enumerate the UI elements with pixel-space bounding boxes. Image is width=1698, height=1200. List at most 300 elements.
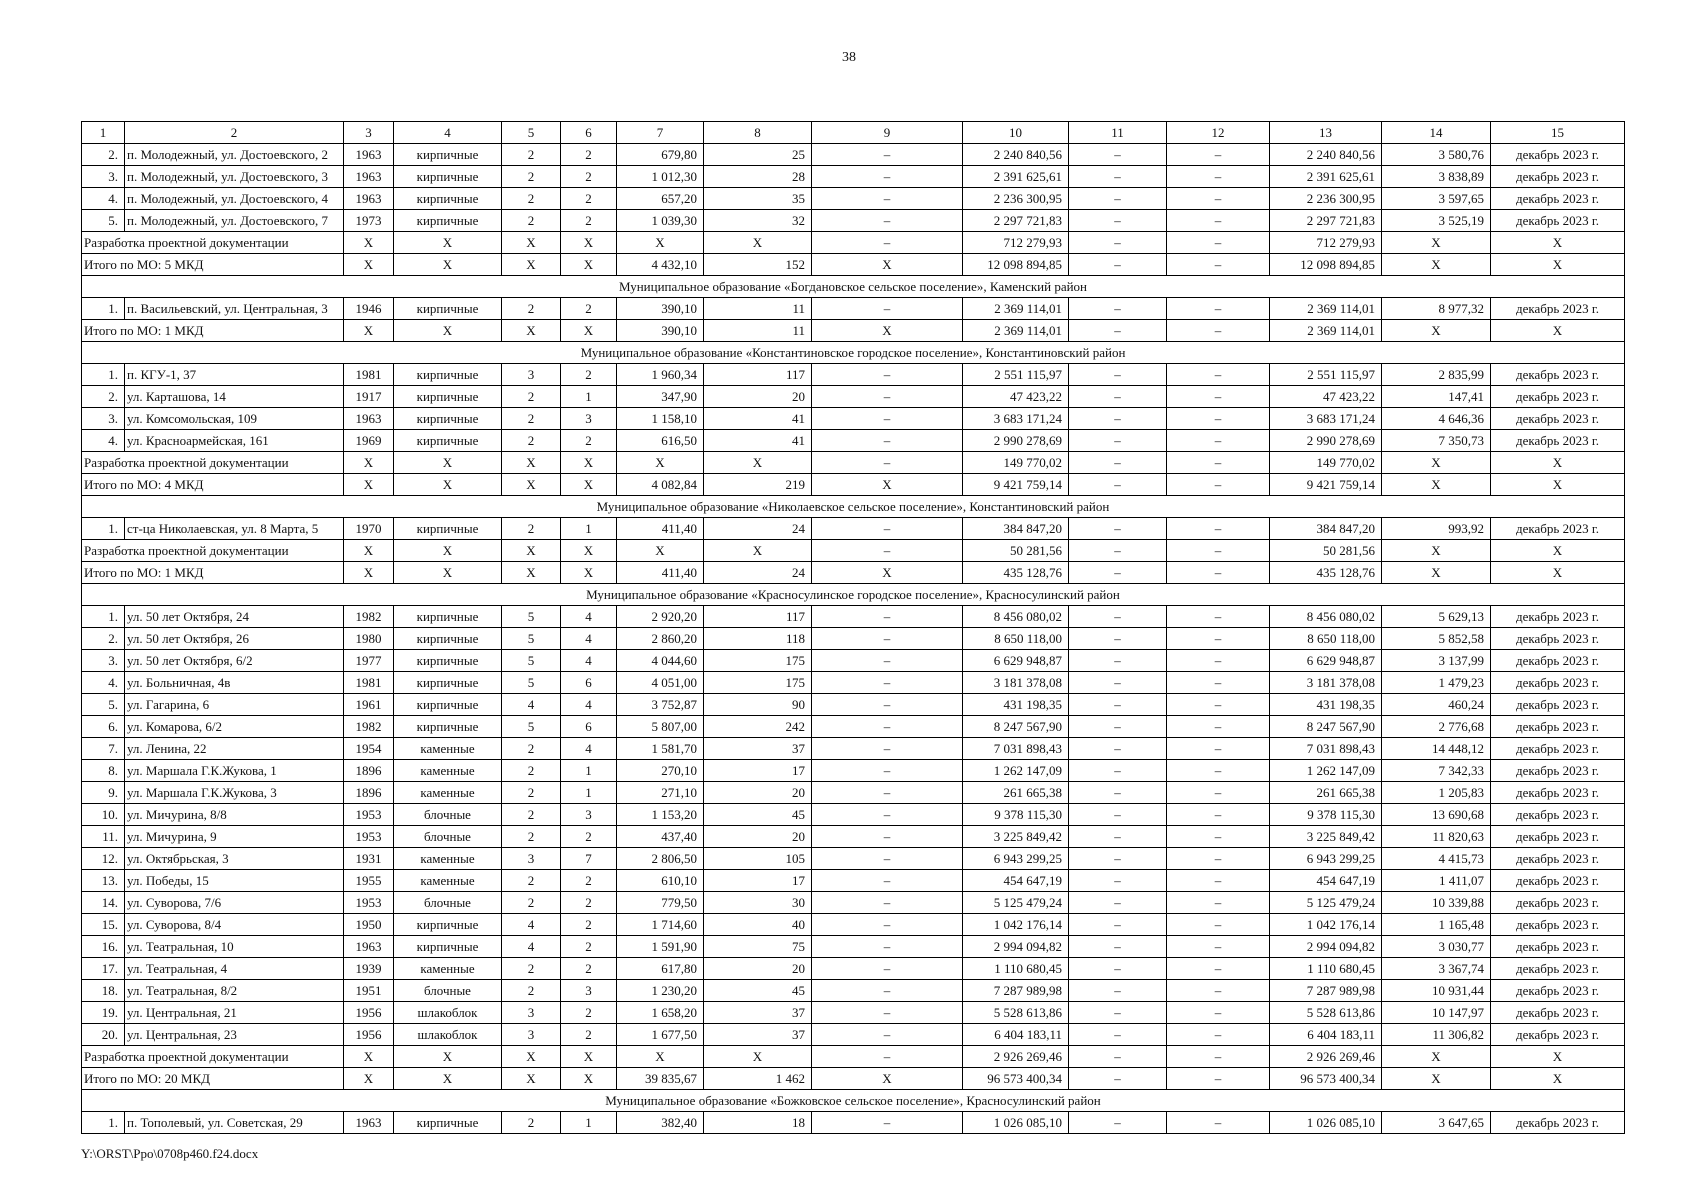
table-cell: 2 bbox=[502, 870, 561, 892]
table-cell: 11 bbox=[704, 298, 812, 320]
table-row bbox=[82, 716, 1625, 738]
table-cell: 2 551 115,97 bbox=[963, 364, 1069, 386]
table-cell: 2 926 269,46 bbox=[963, 1046, 1069, 1068]
table-cell: – bbox=[812, 540, 963, 562]
table-cell: Х bbox=[1382, 474, 1491, 496]
row-index: 14. bbox=[82, 892, 125, 914]
table-cell: 105 bbox=[704, 848, 812, 870]
table-cell: – bbox=[1069, 760, 1167, 782]
table-cell: 1953 bbox=[344, 826, 394, 848]
table-cell: 1 714,60 bbox=[617, 914, 704, 936]
column-number-header: 9 bbox=[812, 122, 963, 144]
table-row bbox=[82, 1024, 1625, 1046]
table-cell: 20 bbox=[704, 958, 812, 980]
table-cell: Х bbox=[502, 232, 561, 254]
table-cell: 1 110 680,45 bbox=[963, 958, 1069, 980]
summary-label: Разработка проектной документации bbox=[82, 452, 344, 474]
table-row bbox=[82, 804, 1625, 826]
summary-row bbox=[82, 452, 1625, 474]
table-cell: 6 629 948,87 bbox=[1270, 650, 1382, 672]
table-cell: Х bbox=[502, 474, 561, 496]
table-cell: 2 926 269,46 bbox=[1270, 1046, 1382, 1068]
table-cell: 37 bbox=[704, 1002, 812, 1024]
table-row bbox=[82, 1002, 1625, 1024]
row-index: 18. bbox=[82, 980, 125, 1002]
address-cell: п. Тополевый, ул. Советская, 29 bbox=[125, 1112, 344, 1134]
table-cell: – bbox=[1069, 144, 1167, 166]
table-cell: 1963 bbox=[344, 144, 394, 166]
row-index: 7. bbox=[82, 738, 125, 760]
table-cell: кирпичные bbox=[394, 936, 502, 958]
table-cell: 437,40 bbox=[617, 826, 704, 848]
table-cell: – bbox=[1167, 826, 1270, 848]
table-cell: 7 bbox=[561, 848, 617, 870]
summary-row bbox=[82, 1046, 1625, 1068]
table-cell: 1 bbox=[561, 386, 617, 408]
table-cell: 1981 bbox=[344, 364, 394, 386]
row-index: 19. bbox=[82, 1002, 125, 1024]
table-cell: – bbox=[1167, 474, 1270, 496]
address-cell: ул. Центральная, 21 bbox=[125, 1002, 344, 1024]
table-cell: 3 181 378,08 bbox=[963, 672, 1069, 694]
summary-label: Итого по МО: 1 МКД bbox=[82, 562, 344, 584]
table-cell: Х bbox=[704, 452, 812, 474]
table-cell: декабрь 2023 г. bbox=[1491, 936, 1625, 958]
table-cell: 47 423,22 bbox=[963, 386, 1069, 408]
row-index: 4. bbox=[82, 430, 125, 452]
table-cell: 1 bbox=[561, 782, 617, 804]
table-cell: 712 279,93 bbox=[963, 232, 1069, 254]
table-cell: 2 bbox=[561, 144, 617, 166]
table-cell: 2 bbox=[561, 298, 617, 320]
column-number-header: 10 bbox=[963, 122, 1069, 144]
row-index: 13. bbox=[82, 870, 125, 892]
table-cell: 1946 bbox=[344, 298, 394, 320]
column-number-header: 3 bbox=[344, 122, 394, 144]
table-cell: 242 bbox=[704, 716, 812, 738]
table-cell: 50 281,56 bbox=[963, 540, 1069, 562]
table-cell: 4 bbox=[561, 606, 617, 628]
table-cell: 3 225 849,42 bbox=[1270, 826, 1382, 848]
table-cell: Х bbox=[394, 320, 502, 342]
table-cell: – bbox=[1167, 232, 1270, 254]
table-cell: 10 147,97 bbox=[1382, 1002, 1491, 1024]
table-cell: 1 110 680,45 bbox=[1270, 958, 1382, 980]
table-cell: – bbox=[812, 430, 963, 452]
table-cell: 12 098 894,85 bbox=[963, 254, 1069, 276]
table-cell: 712 279,93 bbox=[1270, 232, 1382, 254]
table-cell: 3 647,65 bbox=[1382, 1112, 1491, 1134]
table-cell: 2 bbox=[561, 870, 617, 892]
table-cell: Х bbox=[394, 254, 502, 276]
table-cell: 8 650 118,00 bbox=[963, 628, 1069, 650]
table-cell: 6 629 948,87 bbox=[963, 650, 1069, 672]
row-index: 6. bbox=[82, 716, 125, 738]
table-cell: – bbox=[1069, 518, 1167, 540]
table-cell: – bbox=[812, 914, 963, 936]
table-cell: 616,50 bbox=[617, 430, 704, 452]
table-cell: Х bbox=[561, 320, 617, 342]
table-cell: – bbox=[812, 364, 963, 386]
table-cell: декабрь 2023 г. bbox=[1491, 518, 1625, 540]
address-cell: ул. Карташова, 14 bbox=[125, 386, 344, 408]
table-row bbox=[82, 672, 1625, 694]
table-cell: декабрь 2023 г. bbox=[1491, 672, 1625, 694]
table-cell: 382,40 bbox=[617, 1112, 704, 1134]
table-cell: декабрь 2023 г. bbox=[1491, 760, 1625, 782]
table-cell: – bbox=[1167, 1112, 1270, 1134]
table-cell: Х bbox=[561, 1068, 617, 1090]
table-cell: 175 bbox=[704, 650, 812, 672]
table-cell: 7 342,33 bbox=[1382, 760, 1491, 782]
table-cell: – bbox=[1069, 1002, 1167, 1024]
table-cell: – bbox=[812, 628, 963, 650]
table-cell: 4 646,36 bbox=[1382, 408, 1491, 430]
table-cell: 6 943 299,25 bbox=[1270, 848, 1382, 870]
address-cell: ул. Гагарина, 6 bbox=[125, 694, 344, 716]
table-cell: декабрь 2023 г. bbox=[1491, 892, 1625, 914]
table-cell: 1 960,34 bbox=[617, 364, 704, 386]
table-cell: – bbox=[1069, 716, 1167, 738]
address-cell: ул. Комсомольская, 109 bbox=[125, 408, 344, 430]
table-cell: 10 931,44 bbox=[1382, 980, 1491, 1002]
table-cell: 3 367,74 bbox=[1382, 958, 1491, 980]
table-row bbox=[82, 694, 1625, 716]
section-header-row bbox=[82, 496, 1625, 518]
header-row bbox=[82, 122, 1625, 144]
table-cell: 2 990 278,69 bbox=[963, 430, 1069, 452]
table-cell: 1981 bbox=[344, 672, 394, 694]
summary-row bbox=[82, 474, 1625, 496]
table-cell: Х bbox=[344, 562, 394, 584]
table-cell: шлакоблок bbox=[394, 1024, 502, 1046]
address-cell: ул. Ленина, 22 bbox=[125, 738, 344, 760]
table-cell: – bbox=[812, 672, 963, 694]
table-cell: 1896 bbox=[344, 782, 394, 804]
address-cell: ул. 50 лет Октября, 24 bbox=[125, 606, 344, 628]
table-cell: декабрь 2023 г. bbox=[1491, 716, 1625, 738]
table-cell: Х bbox=[704, 232, 812, 254]
table-row bbox=[82, 166, 1625, 188]
table-cell: 175 bbox=[704, 672, 812, 694]
table-cell: – bbox=[812, 694, 963, 716]
row-index: 5. bbox=[82, 210, 125, 232]
table-cell: – bbox=[1167, 738, 1270, 760]
column-number-header: 11 bbox=[1069, 122, 1167, 144]
table-cell: 90 bbox=[704, 694, 812, 716]
table-cell: 1917 bbox=[344, 386, 394, 408]
table-cell: Х bbox=[812, 1068, 963, 1090]
table-cell: 2 bbox=[502, 760, 561, 782]
table-row bbox=[82, 408, 1625, 430]
table-cell: 75 bbox=[704, 936, 812, 958]
table-cell: 3 597,65 bbox=[1382, 188, 1491, 210]
table-cell: Х bbox=[344, 1068, 394, 1090]
table-cell: – bbox=[1167, 254, 1270, 276]
table-cell: декабрь 2023 г. bbox=[1491, 144, 1625, 166]
table-cell: 2 994 094,82 bbox=[963, 936, 1069, 958]
table-cell: 2 bbox=[502, 518, 561, 540]
summary-label: Итого по МО: 20 МКД bbox=[82, 1068, 344, 1090]
table-cell: 3 030,77 bbox=[1382, 936, 1491, 958]
table-row bbox=[82, 870, 1625, 892]
table-cell: 24 bbox=[704, 518, 812, 540]
table-cell: Х bbox=[1382, 1046, 1491, 1068]
table-cell: 384 847,20 bbox=[1270, 518, 1382, 540]
table-cell: 8 977,32 bbox=[1382, 298, 1491, 320]
table-cell: – bbox=[1069, 1046, 1167, 1068]
table-cell: – bbox=[1167, 782, 1270, 804]
row-index: 5. bbox=[82, 694, 125, 716]
table-cell: – bbox=[1069, 540, 1167, 562]
table-row bbox=[82, 1112, 1625, 1134]
table-cell: 3 137,99 bbox=[1382, 650, 1491, 672]
table-cell: – bbox=[1069, 562, 1167, 584]
table-cell: Х bbox=[617, 540, 704, 562]
table-cell: 3 bbox=[502, 364, 561, 386]
table-cell: – bbox=[812, 958, 963, 980]
address-cell: ул. Красноармейская, 161 bbox=[125, 430, 344, 452]
table-cell: Х bbox=[704, 1046, 812, 1068]
table-cell: Х bbox=[394, 562, 502, 584]
table-cell: – bbox=[812, 848, 963, 870]
address-cell: ул. 50 лет Октября, 26 bbox=[125, 628, 344, 650]
table-cell: 390,10 bbox=[617, 320, 704, 342]
table-cell: 1 230,20 bbox=[617, 980, 704, 1002]
table-cell: 2 236 300,95 bbox=[963, 188, 1069, 210]
table-cell: Х bbox=[1491, 540, 1625, 562]
table-cell: 2 bbox=[502, 188, 561, 210]
table-cell: 2 bbox=[561, 914, 617, 936]
table-cell: 35 bbox=[704, 188, 812, 210]
footer-file-path: Y:\ORST\Ppo\0708p460.f24.docx bbox=[81, 1146, 259, 1161]
table-cell: 6 404 183,11 bbox=[963, 1024, 1069, 1046]
table-cell: – bbox=[1069, 782, 1167, 804]
table-cell: 10 339,88 bbox=[1382, 892, 1491, 914]
row-index: 16. bbox=[82, 936, 125, 958]
table-cell: 1953 bbox=[344, 804, 394, 826]
table-cell: 2 369 114,01 bbox=[963, 320, 1069, 342]
row-index: 2. bbox=[82, 144, 125, 166]
address-cell: п. Васильевский, ул. Центральная, 3 bbox=[125, 298, 344, 320]
table-cell: – bbox=[1167, 936, 1270, 958]
table-cell: – bbox=[1069, 870, 1167, 892]
table-cell: 2 236 300,95 bbox=[1270, 188, 1382, 210]
table-cell: 37 bbox=[704, 738, 812, 760]
table-cell: 8 650 118,00 bbox=[1270, 628, 1382, 650]
table-cell: 1963 bbox=[344, 408, 394, 430]
row-index: 12. bbox=[82, 848, 125, 870]
table-cell: Х bbox=[394, 232, 502, 254]
summary-row bbox=[82, 232, 1625, 254]
row-index: 20. bbox=[82, 1024, 125, 1046]
table-cell: – bbox=[1069, 936, 1167, 958]
table-cell: кирпичные bbox=[394, 430, 502, 452]
table-cell: – bbox=[812, 1112, 963, 1134]
address-cell: ул. 50 лет Октября, 6/2 bbox=[125, 650, 344, 672]
row-index: 4. bbox=[82, 672, 125, 694]
section-header-row bbox=[82, 276, 1625, 298]
summary-label: Итого по МО: 1 МКД bbox=[82, 320, 344, 342]
row-index: 2. bbox=[82, 628, 125, 650]
table-row bbox=[82, 628, 1625, 650]
table-cell: – bbox=[1069, 1112, 1167, 1134]
table-cell: 3 525,19 bbox=[1382, 210, 1491, 232]
table-cell: 1 677,50 bbox=[617, 1024, 704, 1046]
table-row bbox=[82, 914, 1625, 936]
table-row bbox=[82, 738, 1625, 760]
table-cell: 2 bbox=[502, 1112, 561, 1134]
summary-label: Итого по МО: 5 МКД bbox=[82, 254, 344, 276]
row-index: 9. bbox=[82, 782, 125, 804]
section-header-row bbox=[82, 342, 1625, 364]
table-cell: декабрь 2023 г. bbox=[1491, 364, 1625, 386]
table-cell: – bbox=[812, 1024, 963, 1046]
table-cell: 2 369 114,01 bbox=[1270, 320, 1382, 342]
row-index: 1. bbox=[82, 298, 125, 320]
address-cell: п. Молодежный, ул. Достоевского, 4 bbox=[125, 188, 344, 210]
table-cell: декабрь 2023 г. bbox=[1491, 826, 1625, 848]
municipality-title: Муниципальное образование «Константиновское городское поселение», Константиновский район bbox=[82, 342, 1625, 364]
table-cell: 460,24 bbox=[1382, 694, 1491, 716]
table-cell: 2 551 115,97 bbox=[1270, 364, 1382, 386]
table-cell: кирпичные bbox=[394, 606, 502, 628]
table-cell: 1 042 176,14 bbox=[1270, 914, 1382, 936]
table-cell: 1 205,83 bbox=[1382, 782, 1491, 804]
table-cell: Х bbox=[1491, 452, 1625, 474]
table-cell: 4 432,10 bbox=[617, 254, 704, 276]
table-cell: 28 bbox=[704, 166, 812, 188]
table-cell: – bbox=[1069, 474, 1167, 496]
row-index: 3. bbox=[82, 650, 125, 672]
table-cell: 1 658,20 bbox=[617, 1002, 704, 1024]
municipality-title: Муниципальное образование «Богдановское сельское поселение», Каменский район bbox=[82, 276, 1625, 298]
table-cell: 2 990 278,69 bbox=[1270, 430, 1382, 452]
table-cell: декабрь 2023 г. bbox=[1491, 782, 1625, 804]
table-cell: 3 580,76 bbox=[1382, 144, 1491, 166]
table-row bbox=[82, 144, 1625, 166]
table-cell: – bbox=[812, 870, 963, 892]
table-cell: 261 665,38 bbox=[963, 782, 1069, 804]
table-cell: 1 581,70 bbox=[617, 738, 704, 760]
table-cell: 3 752,87 bbox=[617, 694, 704, 716]
table-cell: 1969 bbox=[344, 430, 394, 452]
table-row bbox=[82, 958, 1625, 980]
table-cell: – bbox=[812, 782, 963, 804]
table-cell: 657,20 bbox=[617, 188, 704, 210]
table-cell: – bbox=[1167, 760, 1270, 782]
table-cell: 2 bbox=[502, 144, 561, 166]
table-cell: – bbox=[1167, 694, 1270, 716]
table-cell: – bbox=[1069, 188, 1167, 210]
table-cell: – bbox=[812, 144, 963, 166]
summary-label: Итого по МО: 4 МКД bbox=[82, 474, 344, 496]
table-cell: Х bbox=[344, 320, 394, 342]
table-cell: 2 297 721,83 bbox=[963, 210, 1069, 232]
table-cell: 2 994 094,82 bbox=[1270, 936, 1382, 958]
table-cell: 6 bbox=[561, 716, 617, 738]
table-cell: Х bbox=[1491, 474, 1625, 496]
table-cell: 25 bbox=[704, 144, 812, 166]
table-cell: Х bbox=[502, 254, 561, 276]
table-cell: – bbox=[1167, 562, 1270, 584]
table-cell: Х bbox=[561, 562, 617, 584]
table-cell: 149 770,02 bbox=[1270, 452, 1382, 474]
table-cell: – bbox=[812, 452, 963, 474]
table-cell: 431 198,35 bbox=[1270, 694, 1382, 716]
table-cell: Х bbox=[1491, 1068, 1625, 1090]
table-cell: каменные bbox=[394, 760, 502, 782]
table-cell: Х bbox=[812, 562, 963, 584]
table-cell: Х bbox=[344, 540, 394, 562]
table-cell: 7 031 898,43 bbox=[963, 738, 1069, 760]
table-cell: – bbox=[1069, 980, 1167, 1002]
column-number-header: 8 bbox=[704, 122, 812, 144]
table-cell: 2 776,68 bbox=[1382, 716, 1491, 738]
table-cell: Х bbox=[812, 320, 963, 342]
table-cell: 2 bbox=[502, 958, 561, 980]
table-cell: – bbox=[1167, 210, 1270, 232]
table-cell: 20 bbox=[704, 826, 812, 848]
table-cell: – bbox=[1069, 694, 1167, 716]
table-cell: 1977 bbox=[344, 650, 394, 672]
table-cell: Х bbox=[502, 540, 561, 562]
table-cell: 4 bbox=[561, 650, 617, 672]
table-cell: Х bbox=[1382, 452, 1491, 474]
table-cell: кирпичные bbox=[394, 694, 502, 716]
table-cell: – bbox=[1167, 980, 1270, 1002]
table-cell: – bbox=[1167, 166, 1270, 188]
table-cell: 41 bbox=[704, 408, 812, 430]
table-cell: 9 421 759,14 bbox=[963, 474, 1069, 496]
table-cell: 6 404 183,11 bbox=[1270, 1024, 1382, 1046]
table-cell: 41 bbox=[704, 430, 812, 452]
table-cell: – bbox=[1167, 298, 1270, 320]
table-cell: Х bbox=[1382, 562, 1491, 584]
table-cell: – bbox=[1069, 166, 1167, 188]
table-cell: 1970 bbox=[344, 518, 394, 540]
table-cell: декабрь 2023 г. bbox=[1491, 980, 1625, 1002]
table-cell: кирпичные bbox=[394, 298, 502, 320]
table-cell: 11 820,63 bbox=[1382, 826, 1491, 848]
table-cell: 8 456 080,02 bbox=[1270, 606, 1382, 628]
table-cell: – bbox=[1069, 408, 1167, 430]
table-cell: декабрь 2023 г. bbox=[1491, 738, 1625, 760]
table-cell: шлакоблок bbox=[394, 1002, 502, 1024]
address-cell: ул. Суворова, 7/6 bbox=[125, 892, 344, 914]
table-cell: декабрь 2023 г. bbox=[1491, 1002, 1625, 1024]
table-cell: – bbox=[1167, 1002, 1270, 1024]
table-cell: – bbox=[1069, 650, 1167, 672]
row-index: 1. bbox=[82, 1112, 125, 1134]
table-cell: 1956 bbox=[344, 1002, 394, 1024]
table-cell: – bbox=[1069, 386, 1167, 408]
table-cell: – bbox=[1069, 430, 1167, 452]
table-cell: 2 391 625,61 bbox=[1270, 166, 1382, 188]
table-cell: декабрь 2023 г. bbox=[1491, 1112, 1625, 1134]
table-cell: Х bbox=[812, 474, 963, 496]
table-cell: Х bbox=[394, 1046, 502, 1068]
table-cell: 2 bbox=[502, 980, 561, 1002]
address-cell: ул. Больничная, 4в bbox=[125, 672, 344, 694]
table-cell: – bbox=[1069, 628, 1167, 650]
table-cell: декабрь 2023 г. bbox=[1491, 386, 1625, 408]
column-number-header: 4 bbox=[394, 122, 502, 144]
table-row bbox=[82, 386, 1625, 408]
table-cell: 1963 bbox=[344, 1112, 394, 1134]
address-cell: ул. Маршала Г.К.Жукова, 1 bbox=[125, 760, 344, 782]
table-cell: – bbox=[812, 210, 963, 232]
